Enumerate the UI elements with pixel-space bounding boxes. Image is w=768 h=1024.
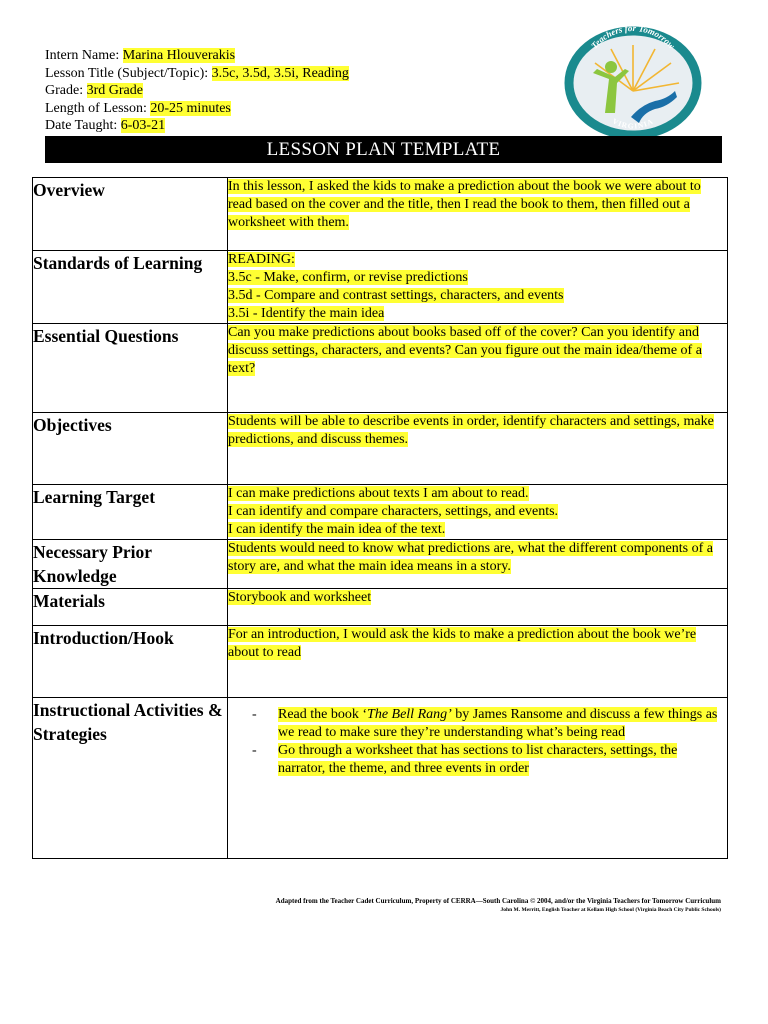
activity-text: by James Ransome and discuss a few things as we read to make sure they’re understanding what’s being read xyxy=(278,707,718,740)
standards-content xyxy=(228,251,728,324)
row-objectives xyxy=(33,413,728,485)
standards-line-text: 3.5c - Make, confirm, or revise predictions xyxy=(228,270,468,285)
length-label: Length of Lesson: xyxy=(45,100,147,116)
overview-label: Overview xyxy=(33,178,228,251)
lesson-info xyxy=(45,47,349,135)
intern-name-label: Intern Name: xyxy=(45,48,120,63)
grade-value: 3rd Grade xyxy=(86,83,143,99)
standards-label: Standards of Learning xyxy=(33,251,228,324)
materials-label: Materials xyxy=(33,589,228,626)
activity-text: Go through a worksheet that has sections to list characters, settings, the narrator, the theme, and three events in order xyxy=(278,743,678,776)
intern-name-value: Marina Hlouverakis xyxy=(122,48,236,63)
lesson-title-value: 3.5c, 3.5d, 3.5i, Reading xyxy=(211,65,349,81)
lesson-title-row xyxy=(45,65,349,83)
learning-target-text: I can identify the main idea of the text. xyxy=(228,522,446,537)
teachers-for-tomorrow-logo xyxy=(563,21,703,139)
materials-content xyxy=(228,589,728,626)
logo-state-text: VIRGINIA xyxy=(610,116,656,131)
activities-label: Instructional Activities & Strategies xyxy=(33,698,228,859)
activity-text: Read the book ‘ xyxy=(278,707,368,722)
footer xyxy=(276,896,721,915)
row-essential-questions xyxy=(33,324,728,413)
footer-author: John M. Merritt, English Teacher at Kellam High School (Virginia Beach City Public Schools) xyxy=(500,907,721,913)
introduction-label: Introduction/Hook xyxy=(33,626,228,698)
standards-line-text: READING: xyxy=(228,252,295,267)
page-title: LESSON PLAN TEMPLATE xyxy=(45,136,722,163)
essential-questions-text: Can you make predictions about books based off of the cover? Can you identify and discuss settings, characters, and events? Can you figure out the main idea/theme of a text? xyxy=(228,325,702,376)
length-value: 20-25 minutes xyxy=(150,100,231,116)
learning-target-text: I can identify and compare characters, settings, and events. xyxy=(228,504,559,519)
learning-target-text: I can make predictions about texts I am about to read. xyxy=(228,486,529,501)
learning-target-line xyxy=(228,521,727,539)
list-item xyxy=(252,706,727,742)
standards-line xyxy=(228,269,727,287)
objectives-label: Objectives xyxy=(33,413,228,485)
row-standards xyxy=(33,251,728,324)
book-title: The Bell Rang’ xyxy=(367,707,452,722)
row-prior-knowledge xyxy=(33,540,728,589)
overview-text: In this lesson, I asked the kids to make a prediction about the book we were about to read based on the cover and the title, then I read the book to them, then filled out a worksheet with them. xyxy=(228,179,701,230)
activities-list xyxy=(228,706,727,778)
logo-arc-text: Teachers for Tomorrow xyxy=(589,22,677,51)
standards-line-text: 3.5i - Identify the main idea xyxy=(228,306,385,321)
standards-line xyxy=(228,287,727,305)
objectives-content xyxy=(228,413,728,485)
row-activities xyxy=(33,698,728,859)
date-value: 6-03-21 xyxy=(120,118,166,134)
row-learning-target xyxy=(33,485,728,540)
essential-questions-content xyxy=(228,324,728,413)
learning-target-line xyxy=(228,503,727,521)
grade-row xyxy=(45,82,349,100)
prior-knowledge-content xyxy=(228,540,728,589)
learning-target-line xyxy=(228,485,727,503)
lesson-plan-table xyxy=(32,177,728,859)
length-row xyxy=(45,100,349,118)
date-label: Date Taught: xyxy=(45,118,118,134)
intern-name-row xyxy=(45,47,349,65)
row-overview xyxy=(33,178,728,251)
prior-knowledge-text: Students would need to know what predictions are, what the different components of a story are, and what the main idea means in a story. xyxy=(228,541,713,574)
list-item xyxy=(252,742,727,778)
date-row xyxy=(45,117,349,135)
learning-target-content xyxy=(228,485,728,540)
overview-content xyxy=(228,178,728,251)
activities-content xyxy=(228,698,728,859)
objectives-text: Students will be able to describe events in order, identify characters and settings, make predictions, and discuss themes. xyxy=(228,414,714,447)
prior-knowledge-label: Necessary Prior Knowledge xyxy=(33,540,228,589)
learning-target-label: Learning Target xyxy=(33,485,228,540)
row-introduction xyxy=(33,626,728,698)
footer-credit: Adapted from the Teacher Cadet Curriculum, Property of CERRA—South Carolina © 2004, and/or the Virginia Teachers for Tomorrow Curriculum xyxy=(275,897,721,905)
standards-line xyxy=(228,251,727,269)
lesson-title-label: Lesson Title (Subject/Topic): xyxy=(45,65,209,81)
row-materials xyxy=(33,589,728,626)
standards-line xyxy=(228,305,727,323)
standards-line-text: 3.5d - Compare and contrast settings, characters, and events xyxy=(228,288,564,303)
materials-text: Storybook and worksheet xyxy=(228,590,372,605)
introduction-content xyxy=(228,626,728,698)
grade-label: Grade: xyxy=(45,83,84,99)
essential-questions-label: Essential Questions xyxy=(33,324,228,413)
introduction-text: For an introduction, I would ask the kids to make a prediction about the book we’re about to read xyxy=(228,627,697,660)
